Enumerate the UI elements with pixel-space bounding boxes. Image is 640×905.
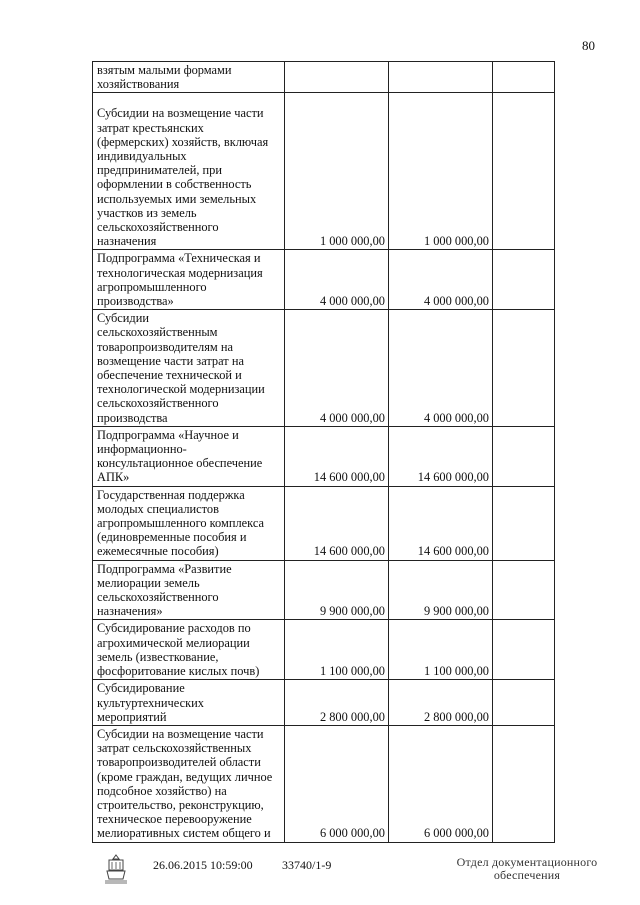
row-amount-cell: 6 000 000,00 <box>285 725 389 842</box>
row-amount-cell: 14 600 000,00 <box>285 426 389 486</box>
page-number: 80 <box>582 38 595 53</box>
row-empty-cell <box>493 680 555 726</box>
row-empty-cell <box>493 486 555 560</box>
row-amount-cell: 1 100 000,00 <box>389 620 493 680</box>
table-row <box>93 250 555 310</box>
table-row <box>93 310 555 427</box>
table-row <box>93 725 555 842</box>
row-amount-cell: 14 600 000,00 <box>285 486 389 560</box>
row-empty-cell <box>493 93 555 250</box>
row-name-cell: взятым малыми формами хозяйствования <box>93 62 285 93</box>
row-amount-cell: 2 800 000,00 <box>389 680 493 726</box>
budget-table <box>92 61 555 843</box>
row-amount-cell: 1 100 000,00 <box>285 620 389 680</box>
row-amount-cell: 1 000 000,00 <box>389 93 493 250</box>
row-name-cell: Подпрограмма «Техническая и технологическая модернизация агропромышленного производства» <box>93 250 285 310</box>
row-amount-cell: 9 900 000,00 <box>285 560 389 620</box>
row-amount-cell: 4 000 000,00 <box>285 310 389 427</box>
row-amount-cell: 4 000 000,00 <box>285 250 389 310</box>
row-amount-cell: 9 900 000,00 <box>389 560 493 620</box>
row-amount-cell: 1 000 000,00 <box>285 93 389 250</box>
row-empty-cell <box>493 62 555 93</box>
table-row <box>93 560 555 620</box>
row-empty-cell <box>493 310 555 427</box>
table-row <box>93 93 555 250</box>
table-row <box>93 426 555 486</box>
row-name-cell: Субсидии на возмещение части затрат крестьянских (фермерских) хозяйств, включая индивидуальных предпринимателей, при оформлении в собственность используемых ими земельных участков из земель сельскохозяйственного назначения <box>93 93 285 250</box>
row-name-cell: Субсидии на возмещение части затрат сельскохозяйственных товаропроизводителей области (кроме граждан, ведущих личное подсобное хозяйство) на строительство, реконструкцию, техническое перевооружение мелиоративных систем общего и <box>93 725 285 842</box>
row-amount-cell: 4 000 000,00 <box>389 250 493 310</box>
row-amount-cell <box>389 62 493 93</box>
row-empty-cell <box>493 250 555 310</box>
row-name-cell: Подпрограмма «Научное и информационно- консультационное обеспечение АПК» <box>93 426 285 486</box>
row-name-cell: Государственная поддержка молодых специалистов агропромышленного комплекса (единовременные пособия и ежемесячные пособия) <box>93 486 285 560</box>
row-empty-cell <box>493 426 555 486</box>
row-name-cell: Субсидирование расходов по агрохимической мелиорации земель (известкование, фосфоритование кислых почв) <box>93 620 285 680</box>
footer-datetime: 26.06.2015 10:59:00 <box>153 858 253 872</box>
table-row <box>93 62 555 93</box>
row-name-cell: Субсидирование культуртехнических мероприятий <box>93 680 285 726</box>
coat-of-arms-icon <box>102 853 130 887</box>
row-amount-cell: 14 600 000,00 <box>389 426 493 486</box>
row-empty-cell <box>493 560 555 620</box>
row-amount-cell: 2 800 000,00 <box>285 680 389 726</box>
row-name-cell: Субсидии сельскохозяйственным товаропроизводителям на возмещение части затрат на обеспечение технической и технологической модернизации сельскохозяйственного производства <box>93 310 285 427</box>
row-empty-cell <box>493 725 555 842</box>
table-body <box>93 62 555 843</box>
row-empty-cell <box>493 620 555 680</box>
footer-department-stamp: Отдел документационного обеспечения <box>456 855 598 882</box>
table-row <box>93 486 555 560</box>
row-amount-cell: 4 000 000,00 <box>389 310 493 427</box>
row-amount-cell: 14 600 000,00 <box>389 486 493 560</box>
row-amount-cell <box>285 62 389 93</box>
table-row <box>93 680 555 726</box>
row-name-cell: Подпрограмма «Развитие мелиорации земель сельскохозяйственного назначения» <box>93 560 285 620</box>
footer-document-code: 33740/1-9 <box>282 858 332 872</box>
table-row <box>93 620 555 680</box>
row-amount-cell: 6 000 000,00 <box>389 725 493 842</box>
